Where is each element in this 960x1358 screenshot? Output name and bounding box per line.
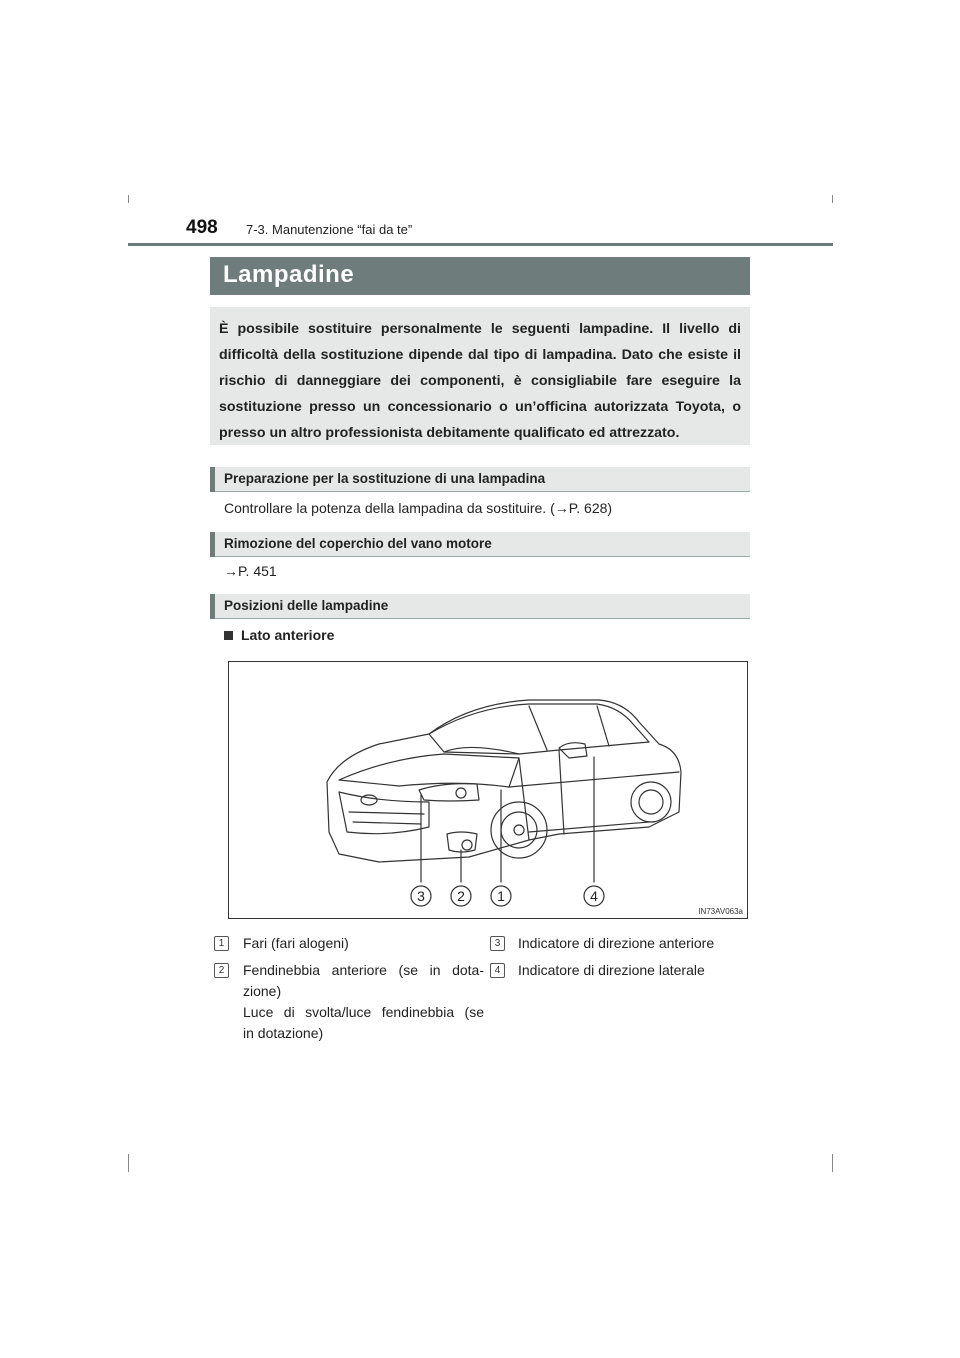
legend-number: 2 bbox=[214, 963, 229, 978]
square-bullet-icon bbox=[224, 631, 233, 640]
car-fog-lamp bbox=[462, 840, 472, 850]
crop-mark bbox=[832, 195, 833, 203]
callout-number: 4 bbox=[590, 888, 598, 904]
car-pillar bbox=[529, 706, 547, 750]
legend-item bbox=[490, 960, 750, 981]
car-headlight bbox=[419, 784, 479, 801]
car-mirror bbox=[559, 743, 587, 758]
legend-item bbox=[490, 933, 750, 954]
car-illustration bbox=[229, 662, 747, 918]
legend-number: 3 bbox=[490, 936, 505, 951]
callout-number: 2 bbox=[457, 888, 465, 904]
legend-text: Fendinebbia anteriore (se in dota- bbox=[243, 962, 484, 978]
car-grille-line bbox=[353, 822, 421, 824]
callout-number: 1 bbox=[497, 888, 505, 904]
section-heading-text: Posizioni delle lampadine bbox=[224, 598, 389, 613]
section-heading-text: Rimozione del coperchio del vano motore bbox=[224, 536, 492, 551]
crop-mark bbox=[128, 1154, 129, 1172]
crop-mark bbox=[128, 195, 129, 203]
car-figure bbox=[228, 661, 748, 919]
car-headlight-lamp bbox=[456, 788, 466, 798]
section-text: Controllare la potenza della lampadina da sostituire. (→P. 628) bbox=[224, 500, 613, 516]
crop-mark bbox=[832, 1154, 833, 1172]
legend-number: 1 bbox=[214, 936, 229, 951]
intro-box bbox=[210, 307, 750, 445]
car-rear-rim bbox=[639, 790, 663, 814]
legend-item bbox=[214, 960, 484, 1044]
car-rear-wheel bbox=[631, 782, 671, 822]
car-door-line bbox=[559, 750, 564, 834]
car-body-outline bbox=[327, 700, 681, 862]
car-hood bbox=[339, 754, 519, 787]
legend-number: 4 bbox=[490, 963, 505, 978]
section-text: →P. 451 bbox=[224, 563, 277, 579]
car-grille-line bbox=[349, 812, 424, 814]
figure-code: IN73AV063a bbox=[698, 907, 743, 916]
section-heading bbox=[210, 467, 750, 492]
intro-text: È possibile sostituire personalmente le seguenti lampadine. Il livello di difficoltà della sostituzione dipende dal tipo di lampadina. Dato che esiste il rischio di danneggiare dei componenti, è consigliabile fare eseguire la sostituzione presso un concessionario o un’officina autorizzata Toyota, o presso un altro professionista debitamente qualificato ed attrezzato. bbox=[219, 321, 741, 441]
legend-text: Fari (fari alogeni) bbox=[243, 935, 349, 951]
car-pillar bbox=[597, 706, 609, 746]
subsection-title bbox=[224, 627, 334, 643]
section-heading bbox=[210, 594, 750, 619]
page-title-bar bbox=[210, 257, 750, 295]
legend-text: Indicatore di direzione anteriore bbox=[518, 935, 715, 951]
section-heading-text: Preparazione per la sostituzione di una lampadina bbox=[224, 471, 546, 486]
legend-text: in dotazione) bbox=[243, 1025, 324, 1041]
callout-number: 3 bbox=[417, 888, 425, 904]
header-rule bbox=[128, 243, 833, 246]
legend-text: Indicatore di direzione laterale bbox=[518, 962, 705, 978]
section-label: 7-3. Manutenzione “fai da te” bbox=[246, 222, 413, 237]
car-front-wheel bbox=[491, 802, 547, 858]
legend-text: Luce di svolta/luce fendinebbia (se bbox=[243, 1004, 484, 1020]
car-fog-housing bbox=[447, 832, 477, 852]
subsection-title-text: Lato anteriore bbox=[241, 627, 335, 643]
section-heading bbox=[210, 532, 750, 557]
page-title: Lampadine bbox=[223, 261, 355, 288]
legend-text: zione) bbox=[243, 983, 282, 999]
car-emblem bbox=[361, 795, 377, 805]
legend-item bbox=[214, 933, 484, 954]
car-front-hub bbox=[514, 825, 524, 835]
page-number: 498 bbox=[186, 217, 218, 238]
